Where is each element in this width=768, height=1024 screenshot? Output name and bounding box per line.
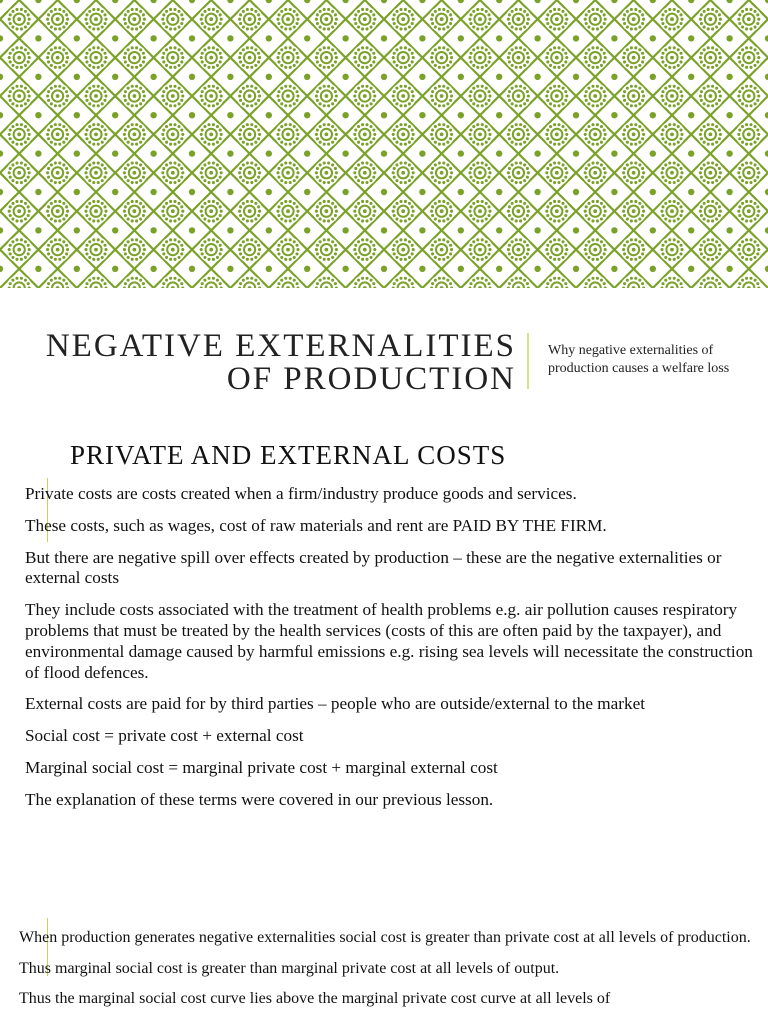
- slide-title-line-2: OF PRODUCTION: [226, 361, 516, 397]
- body-paragraph: When production generates negative externalities social cost is greater than private cost at all levels of production.: [19, 929, 751, 946]
- body-paragraph: Private costs are costs created when a firm/industry produce goods and services.: [25, 484, 577, 503]
- slide-subtitle: Why negative externalities of production causes a welfare loss: [548, 343, 730, 376]
- body-paragraph: But there are negative spill over effects created by production – these are the negative externalities or external costs: [25, 547, 722, 588]
- section-heading: PRIVATE AND EXTERNAL COSTS: [70, 440, 507, 470]
- welfare-loss-body: [19, 928, 764, 1020]
- slide-title-line-1: NEGATIVE EXTERNALITIES: [45, 328, 516, 364]
- body-paragraph: The explanation of these terms were covered in our previous lesson.: [25, 789, 494, 809]
- private-external-costs-body: [25, 484, 760, 822]
- body-paragraph: Thus marginal social cost is greater than marginal private cost at all levels of output.: [19, 959, 560, 977]
- body-paragraph: Social cost = private cost + external cost: [25, 726, 304, 746]
- decorative-pattern-banner: [0, 0, 768, 288]
- body-paragraph: Thus the marginal social cost curve lies above the marginal private cost curve at all levels of: [19, 990, 611, 1007]
- body-paragraph: Marginal social cost = marginal private cost + marginal external cost: [25, 757, 498, 777]
- body-paragraph: These costs, such as wages, cost of raw materials and rent are PAID BY THE FIRM.: [25, 515, 607, 535]
- body-paragraph: External costs are paid for by third parties – people who are outside/external to the market: [25, 694, 645, 714]
- title-divider: [527, 333, 529, 389]
- body-paragraph: They include costs associated with the treatment of health problems e.g. air pollution causes respiratory problems that must be treated by the health services (costs of this are often paid by the taxpayer), and environmental damage caused by harmful emissions e.g. rising sea levels will necessitate the construction of flood defences.: [25, 600, 753, 682]
- slide-title: [0, 330, 516, 396]
